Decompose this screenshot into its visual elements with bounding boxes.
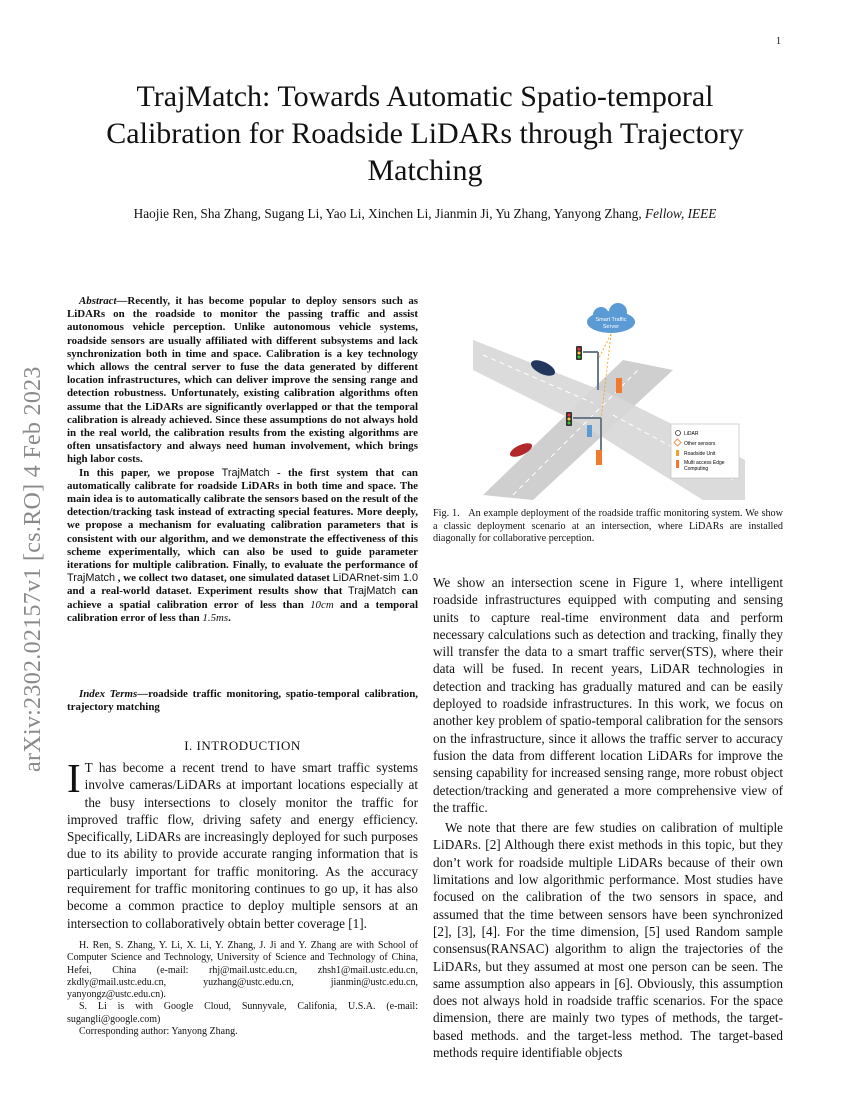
math-value: 1.5ms	[202, 611, 229, 624]
right-column-body	[433, 574, 783, 1064]
footnote-affiliation: H. Ren, S. Zhang, Y. Li, X. Li, Y. Zhang, J. Ji and Y. Zhang are with School of Computer Science and Technology, University of Science and Technology of China, Hefei, China (e-mail: rhj@mail.ustc.edu.cn, zhsh1@mail.ustc.edu.cn, zkdly@mail.ustc.edu.cn, yuzhang@ustc.edu.cn, jianmin@ustc.edu.cn, yanyongz@ustc.edu.cn).	[67, 940, 418, 1001]
system-name: TrajMatch	[221, 466, 270, 479]
abstract-paragraph-2	[67, 467, 418, 625]
figure-caption	[433, 508, 783, 546]
light	[568, 422, 571, 425]
light	[578, 348, 581, 351]
intersection-diagram	[473, 300, 745, 500]
abstract-text-2f: and a temporal calibration error of less than	[67, 598, 418, 624]
caption-label: Fig. 1.	[433, 508, 460, 519]
index-terms-text: —roadside traffic monitoring, spatio-temporal calibration, trajectory matching	[67, 688, 418, 714]
legend-mec: Multi access Edge	[684, 460, 725, 466]
legend-mec: Computing	[684, 466, 709, 472]
dataset-name: LiDARnet-sim 1.0	[332, 572, 418, 585]
edge-unit-icon	[596, 450, 602, 465]
index-terms-label: Index Terms	[79, 688, 138, 700]
author-list	[80, 205, 770, 223]
author-fellow: Fellow, IEEE	[645, 206, 717, 221]
light	[578, 352, 581, 355]
mec-legend-icon	[676, 460, 679, 468]
drop-cap: I	[67, 755, 81, 801]
section-heading: I. INTRODUCTION	[184, 738, 301, 753]
abstract-text-2e: can achieve a spatial calibration error of less than	[67, 585, 418, 611]
link-line	[598, 334, 611, 360]
abstract-paragraph-1	[67, 295, 418, 467]
footnote-google: S. Li is with Google Cloud, Sunnyvale, Califonia, U.S.A. (e-mail: sugangli@google.com)	[67, 1001, 418, 1025]
abstract-text-2g: .	[228, 611, 231, 624]
legend-lidar: LiDAR	[684, 431, 699, 437]
body-paragraph-2: We note that there are few studies on calibration of multiple LiDARs. [2] Although there exist methods in this topic, but they don’t work for roadside multiple LiDARs because of their own limitations and low algorithmic performance. Most studies have focused on the calibration of the two sensors in space, and assumed that the time between sensors have been synchronized [2], [3], [4]. For the time dimension, [5] used Random sample consensus(RANSAC) algorithm to align the trajectories of the LiDARs, but they assumed at most one person can be seen. The same assumption also appears in [6]. Obviously, this assumption does not always hold in roadside traffic scenarios. For the space dimension, there are mainly two types of methods, the target-based methods. and the target-less method. The target-based methods require identifiable objects	[433, 820, 783, 1061]
abstract-label: Abstract	[79, 295, 117, 307]
legend-rsu: Roadside Unit	[684, 451, 716, 457]
math-value: 10cm	[310, 598, 334, 611]
light	[568, 418, 571, 421]
author-names: Haojie Ren, Sha Zhang, Sugang Li, Yao Li, Xinchen Li, Jianmin Ji, Yu Zhang, Yanyong Zhang,	[133, 206, 642, 221]
footnote-corresponding: Corresponding author: Yanyong Zhang.	[79, 1026, 238, 1038]
abstract-text-2a: In this paper, we propose	[79, 466, 222, 479]
light	[568, 414, 571, 417]
abstract-text-2c: , we collect two dataset, one simulated dataset	[115, 572, 333, 585]
intro-paragraph	[67, 755, 418, 932]
caption-text: An example deployment of the roadside traffic monitoring system. We show a classic deployment scenario at an intersection, where LiDARs are installed diagonally for collaborative perception.	[433, 508, 783, 544]
figure-intersection	[473, 300, 745, 500]
page-number: 1	[776, 36, 781, 47]
abstract-text-2b: - the first system that can automatically calibrate for roadside LiDARs in both time and space. The main idea is to automatically calibrate the sensors based on the result of the detection/tracking task instead of extracting special features. More deeply, we propose a mechanism for evaluating calibration parameters that is consistent with our algorithm, and we demonstrate the effectiveness of this scheme experimentally, which can also be used to guide parameter iterations for multiple calibration. Finally, to evaluate the performance of	[67, 466, 418, 572]
paper-title: TrajMatch: Towards Automatic Spatio-temporal Calibration for Roadside LiDARs through Trajectory Matching	[106, 80, 744, 187]
index-terms	[67, 688, 418, 714]
intro-text: T has become a recent trend to have smart traffic systems involve cameras/LiDARs at important locations especially at the busy intersections to closely monitor the traffic for improved traffic flow, driving safety and energy efficiency. Specifically, LiDARs are increasingly deployed for such purposes due to its ability to provide accurate ranging information that is particularly important for traffic monitoring. As the accuracy requirement for traffic monitoring continues to go up, it has also become a common practice to deploy multiple sensors at an intersection to collaboratively obtain better coverage [1].	[67, 760, 418, 931]
cloud-label: Server	[602, 324, 620, 330]
abstract	[67, 295, 418, 625]
system-name: TrajMatch	[348, 585, 397, 598]
cloud-label: Smart Traffic	[595, 317, 627, 323]
rsu-legend-icon	[676, 450, 679, 456]
edge-unit-icon	[616, 378, 622, 393]
light	[578, 356, 581, 359]
abstract-text-1: —Recently, it has become popular to deploy sensors such as LiDARs on the roadside to monitor the passing traffic and assist autonomous vehicle perception. Unlike autonomous vehicle systems, roadside sensors are usually affiliated with different subsystems and lack synchronization both in time and space. Calibration is a key technology which allows the central server to fuse the data generated by different location infrastructures, which can deliver improve the sensing range and detection robustness. Unfortunately, existing calibration algorithms often assume that the LiDARs are significantly overlapped or that the temporal calibration is already achieved. Since these assumptions do not always hold in the real world, the calibration results from the existing algorithms are often unsatisfactory and always need human involvement, which brings high labor costs.	[67, 295, 418, 466]
legend-other: Other sensors	[684, 441, 716, 447]
roadside-unit-icon	[587, 425, 592, 437]
body-paragraph-1: We show an intersection scene in Figure 1, where intelligent roadside infrastructures equipped with computing and sensing units to capture real-time environment data and perform necessary calculations such as detection and tracking, finally they will transfer the data to a smart traffic server(STS), where their data will be fused. In recent years, LiDAR technologies in detection and tracking has gradually matured and can be easily deployed to roadside infrastructures. In this work, we focus on another key problem of spatio-temporal calibration for the sensors on the infrastructure, since it allows the traffic server to accuracy fusion the data from different location LiDARs for improve the sensing capability for increased sensing range, more robust object detection/tracking and generated a more comprehensive view of the traffic.	[433, 575, 783, 815]
system-name: TrajMatch	[67, 572, 116, 585]
arxiv-stamp: arXiv:2302.02157v1 [cs.RO] 4 Feb 2023	[20, 366, 46, 772]
abstract-text-2d: and a real-world dataset. Experiment results show that	[67, 585, 348, 598]
footnotes	[67, 940, 418, 1038]
